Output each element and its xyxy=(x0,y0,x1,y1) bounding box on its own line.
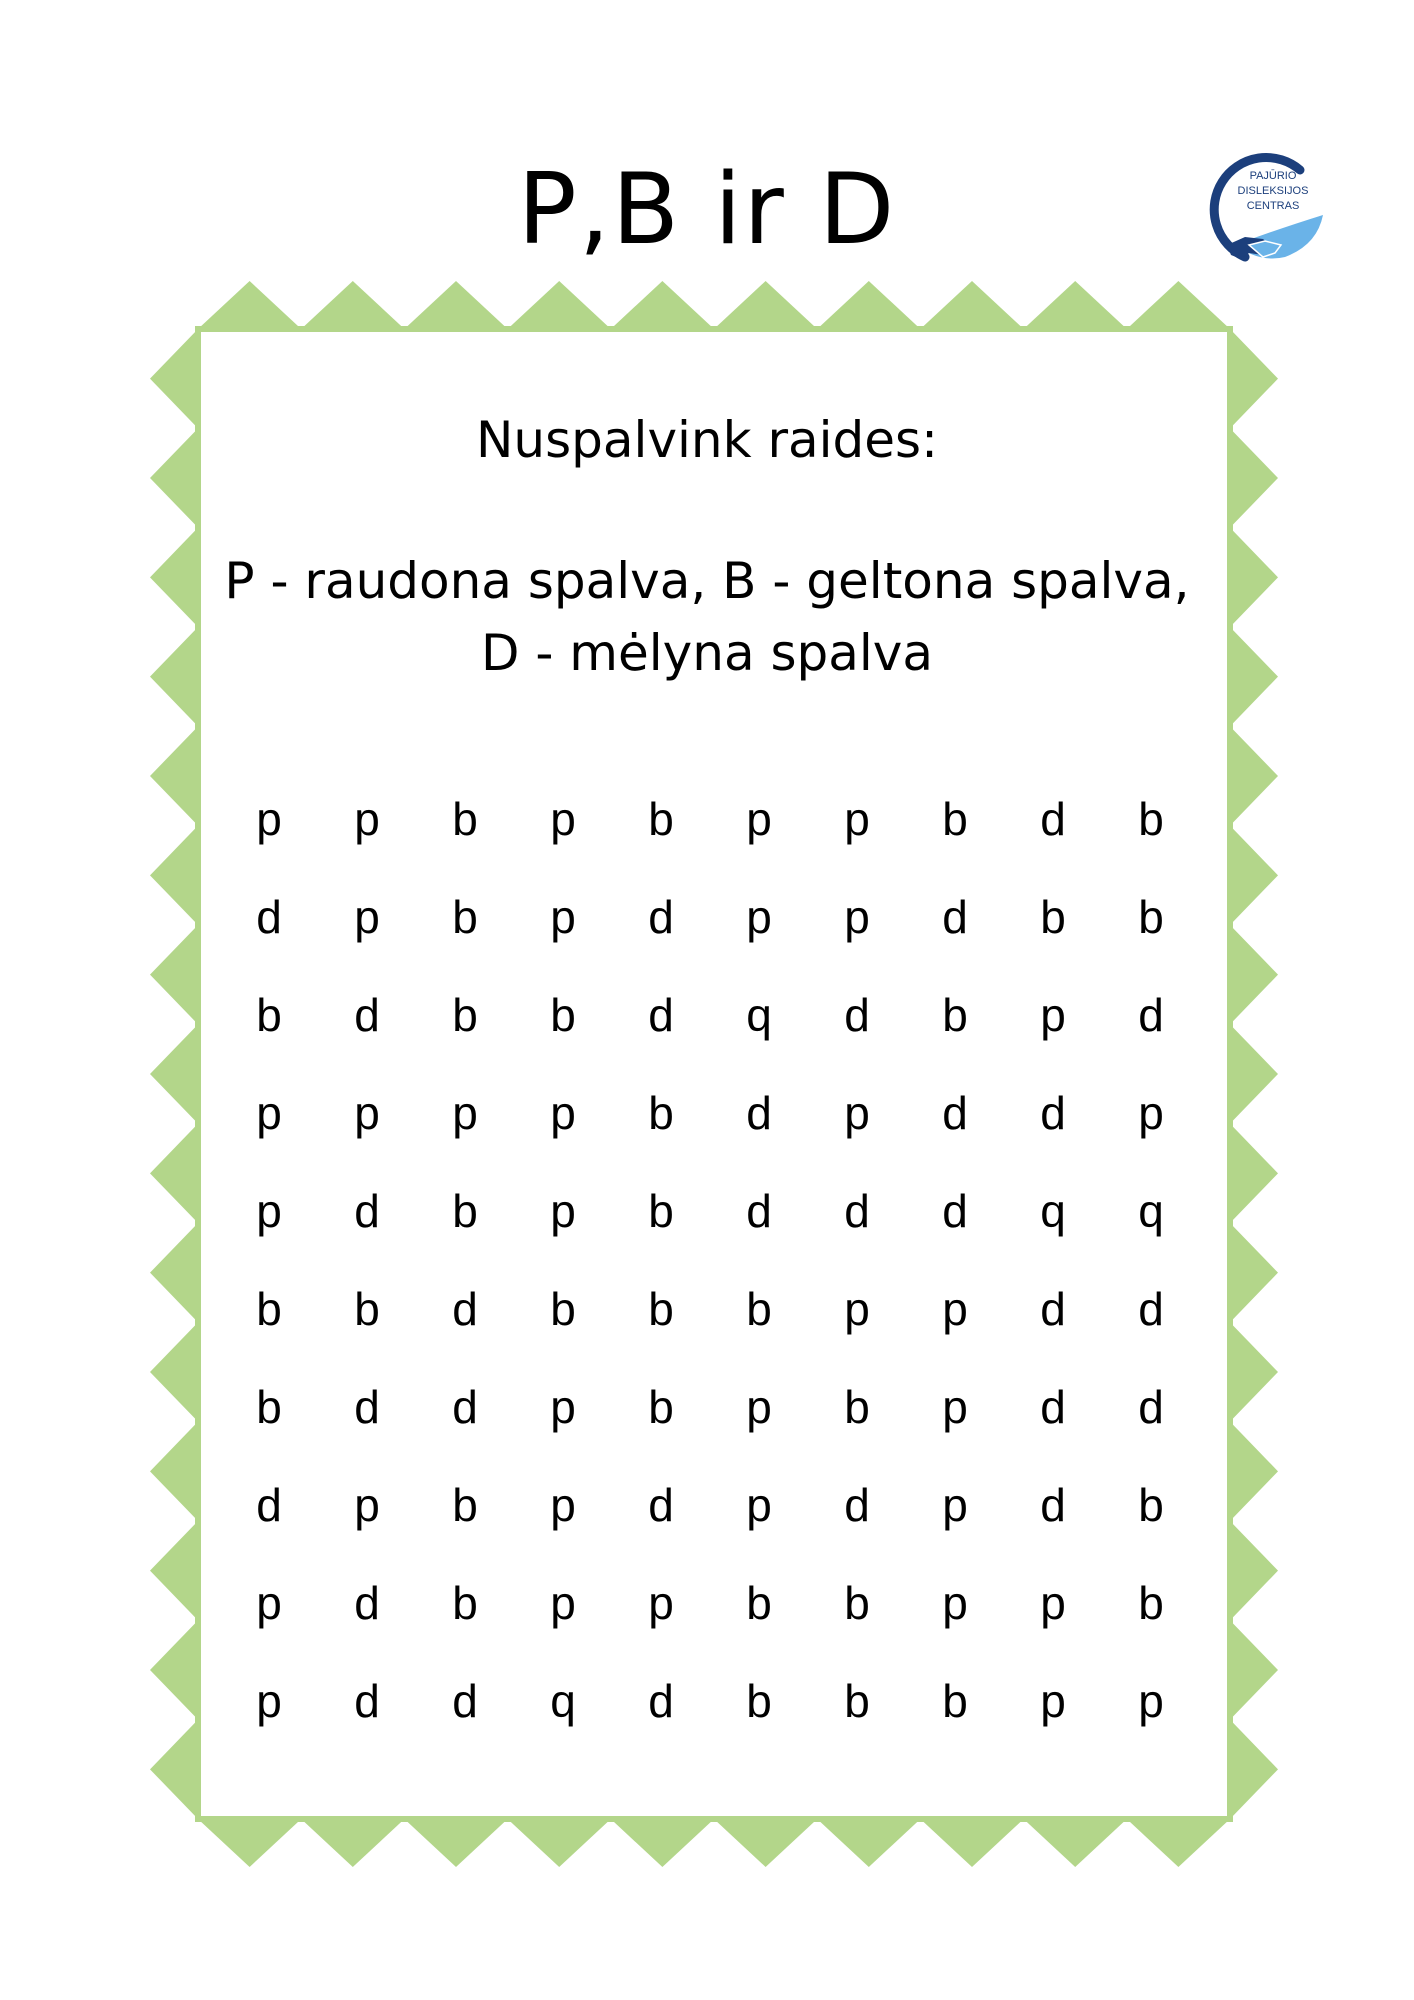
page-title: P,B ir D xyxy=(517,153,897,267)
letter-cell[interactable]: b xyxy=(452,989,478,1041)
letter-cell[interactable]: p xyxy=(942,1283,968,1335)
letter-cell[interactable]: d xyxy=(942,1185,968,1237)
letter-cell[interactable]: d xyxy=(648,1675,674,1727)
letter-cell[interactable]: b xyxy=(942,1675,968,1727)
frame-triangle xyxy=(1230,528,1278,627)
letter-cell[interactable]: b xyxy=(844,1675,870,1727)
frame-triangle xyxy=(714,281,817,329)
letter-cell[interactable]: p xyxy=(746,1381,772,1433)
letter-cell[interactable]: b xyxy=(256,1283,282,1335)
letter-cell[interactable]: p xyxy=(550,1479,576,1531)
frame-triangle xyxy=(198,281,301,329)
letter-cell[interactable]: p xyxy=(1040,989,1066,1041)
legend-line-1: P - raudona spalva, B - geltona spalva, xyxy=(224,552,1190,610)
letter-cell[interactable]: d xyxy=(648,891,674,943)
letter-cell[interactable]: b xyxy=(452,1185,478,1237)
letter-cell[interactable]: d xyxy=(452,1675,478,1727)
letter-cell[interactable]: d xyxy=(354,1381,380,1433)
instructions-subtitle: Nuspalvink raides: xyxy=(476,411,938,469)
frame-triangle xyxy=(1230,925,1278,1024)
letter-cell[interactable]: b xyxy=(1040,891,1066,943)
letter-cell[interactable]: p xyxy=(550,1577,576,1629)
frame-triangle xyxy=(1127,281,1230,329)
letter-cell[interactable]: b xyxy=(452,1577,478,1629)
letter-cell[interactable]: b xyxy=(844,1577,870,1629)
logo-text-3: CENTRAS xyxy=(1246,200,1300,212)
frame-triangle xyxy=(920,1819,1023,1867)
letter-cell[interactable]: d xyxy=(648,1479,674,1531)
letter-cell[interactable]: b xyxy=(648,1283,674,1335)
frame-triangle xyxy=(150,826,198,925)
frame-triangle xyxy=(1024,1819,1127,1867)
letter-cell[interactable]: d xyxy=(256,1479,282,1531)
instructions xyxy=(200,395,1214,689)
letter-cell[interactable]: d xyxy=(1040,793,1066,845)
frame-triangle xyxy=(1230,1422,1278,1521)
letter-cell[interactable]: b xyxy=(452,891,478,943)
frame-triangle xyxy=(150,1024,198,1123)
frame-triangle xyxy=(817,281,920,329)
frame-triangle xyxy=(1230,428,1278,527)
frame-triangle xyxy=(1230,726,1278,825)
frame-triangle xyxy=(301,1819,404,1867)
letter-cell[interactable]: d xyxy=(256,891,282,943)
letter-cell[interactable]: p xyxy=(256,1087,282,1139)
letter-cell[interactable]: p xyxy=(746,1479,772,1531)
letter-cell[interactable]: p xyxy=(550,1185,576,1237)
letter-cell[interactable]: b xyxy=(1138,891,1164,943)
letter-cell[interactable]: d xyxy=(354,1185,380,1237)
frame-triangle xyxy=(1024,281,1127,329)
letter-cell[interactable]: b xyxy=(550,989,576,1041)
letter-cell[interactable]: d xyxy=(1040,1479,1066,1531)
letter-cell[interactable]: p xyxy=(354,1087,380,1139)
letter-cell[interactable]: p xyxy=(746,891,772,943)
letter-cell[interactable]: b xyxy=(648,1185,674,1237)
frame-triangle xyxy=(150,1223,198,1322)
letter-cell[interactable]: p xyxy=(844,1087,870,1139)
frame-triangle xyxy=(611,1819,714,1867)
frame-triangle xyxy=(150,627,198,726)
letter-cell[interactable]: b xyxy=(746,1675,772,1727)
letter-cell[interactable]: p xyxy=(354,891,380,943)
letter-cell[interactable]: d xyxy=(844,1479,870,1531)
letter-cell[interactable]: d xyxy=(354,1675,380,1727)
letter-cell[interactable]: b xyxy=(256,989,282,1041)
letter-cell[interactable]: p xyxy=(648,1577,674,1629)
letter-cell[interactable]: d xyxy=(452,1381,478,1433)
frame-triangle xyxy=(1230,1322,1278,1421)
letter-cell[interactable]: d xyxy=(1138,1283,1164,1335)
letter-cell[interactable]: p xyxy=(256,1675,282,1727)
frame-triangle xyxy=(150,1322,198,1421)
frame-triangle xyxy=(404,281,507,329)
frame-triangle xyxy=(508,1819,611,1867)
letter-cell[interactable]: q xyxy=(746,989,772,1041)
frame-triangle xyxy=(1230,826,1278,925)
frame-triangle xyxy=(817,1819,920,1867)
frame-triangle xyxy=(150,1720,198,1819)
letter-cell[interactable]: p xyxy=(844,891,870,943)
letter-cell[interactable]: p xyxy=(746,793,772,845)
logo-text-1: PAJŪRIO xyxy=(1249,170,1297,182)
frame-triangle xyxy=(1230,1223,1278,1322)
letter-cell[interactable]: p xyxy=(256,1185,282,1237)
letter-grid xyxy=(220,770,1200,1750)
color-legend xyxy=(200,545,1214,689)
frame-triangle xyxy=(150,329,198,428)
frame-triangle xyxy=(150,1124,198,1223)
letter-cell[interactable]: d xyxy=(746,1185,772,1237)
letter-cell[interactable]: b xyxy=(942,989,968,1041)
letter-cell[interactable]: p xyxy=(942,1577,968,1629)
frame-triangle xyxy=(1127,1819,1230,1867)
letter-cell[interactable]: p xyxy=(844,1283,870,1335)
letter-cell[interactable]: p xyxy=(452,1087,478,1139)
letter-cell[interactable]: p xyxy=(550,793,576,845)
letter-cell[interactable]: p xyxy=(256,1577,282,1629)
letter-cell[interactable]: b xyxy=(746,1577,772,1629)
letter-cell[interactable]: d xyxy=(1040,1381,1066,1433)
letter-cell[interactable]: p xyxy=(550,1381,576,1433)
letter-cell[interactable]: p xyxy=(550,1087,576,1139)
letter-cell[interactable]: b xyxy=(1138,1577,1164,1629)
letter-cell[interactable]: d xyxy=(942,1087,968,1139)
letter-cell[interactable]: b xyxy=(354,1283,380,1335)
letter-cell[interactable]: p xyxy=(942,1381,968,1433)
letter-cell[interactable]: b xyxy=(844,1381,870,1433)
letter-cell[interactable]: d xyxy=(648,989,674,1041)
letter-cell[interactable]: p xyxy=(1040,1577,1066,1629)
letter-cell[interactable]: b xyxy=(648,1381,674,1433)
letter-cell[interactable]: p xyxy=(354,1479,380,1531)
letter-cell[interactable]: d xyxy=(354,1577,380,1629)
frame-triangle xyxy=(404,1819,507,1867)
letter-cell[interactable]: q xyxy=(1138,1185,1164,1237)
frame-triangle xyxy=(150,1422,198,1521)
letter-cell[interactable]: b xyxy=(256,1381,282,1433)
letter-cell[interactable]: b xyxy=(746,1283,772,1335)
frame-triangle xyxy=(1230,329,1278,428)
frame-triangle xyxy=(150,1620,198,1719)
letter-cell[interactable]: d xyxy=(844,1185,870,1237)
letter-cell[interactable]: p xyxy=(550,891,576,943)
letter-cell[interactable]: b xyxy=(1138,793,1164,845)
letter-cell[interactable]: q xyxy=(550,1675,576,1727)
letter-cell[interactable]: d xyxy=(1138,989,1164,1041)
letter-cell[interactable]: d xyxy=(1040,1283,1066,1335)
frame-triangle xyxy=(1230,627,1278,726)
letter-cell[interactable]: p xyxy=(942,1479,968,1531)
letter-cell[interactable]: p xyxy=(1138,1675,1164,1727)
legend-line-2: D - mėlyna spalva xyxy=(480,624,934,682)
letter-cell[interactable]: d xyxy=(746,1087,772,1139)
frame-triangle xyxy=(611,281,714,329)
frame-triangle xyxy=(1230,1620,1278,1719)
frame-triangle xyxy=(714,1819,817,1867)
letter-cell[interactable]: d xyxy=(1040,1087,1066,1139)
letter-cell[interactable]: b xyxy=(648,1087,674,1139)
letter-cell[interactable]: p xyxy=(1138,1087,1164,1139)
letter-cell[interactable]: b xyxy=(1138,1479,1164,1531)
frame-triangle xyxy=(1230,1024,1278,1123)
frame-triangle xyxy=(508,281,611,329)
frame-triangle xyxy=(150,726,198,825)
frame-triangle xyxy=(198,1819,301,1867)
letter-cell[interactable]: p xyxy=(256,793,282,845)
letter-cell[interactable]: d xyxy=(1138,1381,1164,1433)
letter-cell[interactable]: d xyxy=(452,1283,478,1335)
frame-triangle xyxy=(1230,1521,1278,1620)
letter-cell[interactable]: p xyxy=(354,793,380,845)
frame-triangle xyxy=(150,428,198,527)
letter-cell[interactable]: p xyxy=(844,793,870,845)
letter-cell[interactable]: d xyxy=(942,891,968,943)
logo-text-2: DISLEKSIJOS xyxy=(1237,185,1309,197)
letter-cell[interactable]: b xyxy=(452,793,478,845)
frame-triangle xyxy=(301,281,404,329)
frame-triangle xyxy=(920,281,1023,329)
letter-cell[interactable]: q xyxy=(1040,1185,1066,1237)
letter-cell[interactable]: b xyxy=(550,1283,576,1335)
letter-cell[interactable]: d xyxy=(354,989,380,1041)
frame-triangle xyxy=(150,1521,198,1620)
frame-triangle xyxy=(1230,1124,1278,1223)
frame-triangle xyxy=(1230,1720,1278,1819)
letter-cell[interactable]: b xyxy=(942,793,968,845)
letter-cell[interactable]: b xyxy=(648,793,674,845)
letter-cell[interactable]: b xyxy=(452,1479,478,1531)
letter-cell[interactable]: d xyxy=(844,989,870,1041)
frame-triangle xyxy=(150,925,198,1024)
letter-cell[interactable]: p xyxy=(1040,1675,1066,1727)
frame-triangle xyxy=(150,528,198,627)
